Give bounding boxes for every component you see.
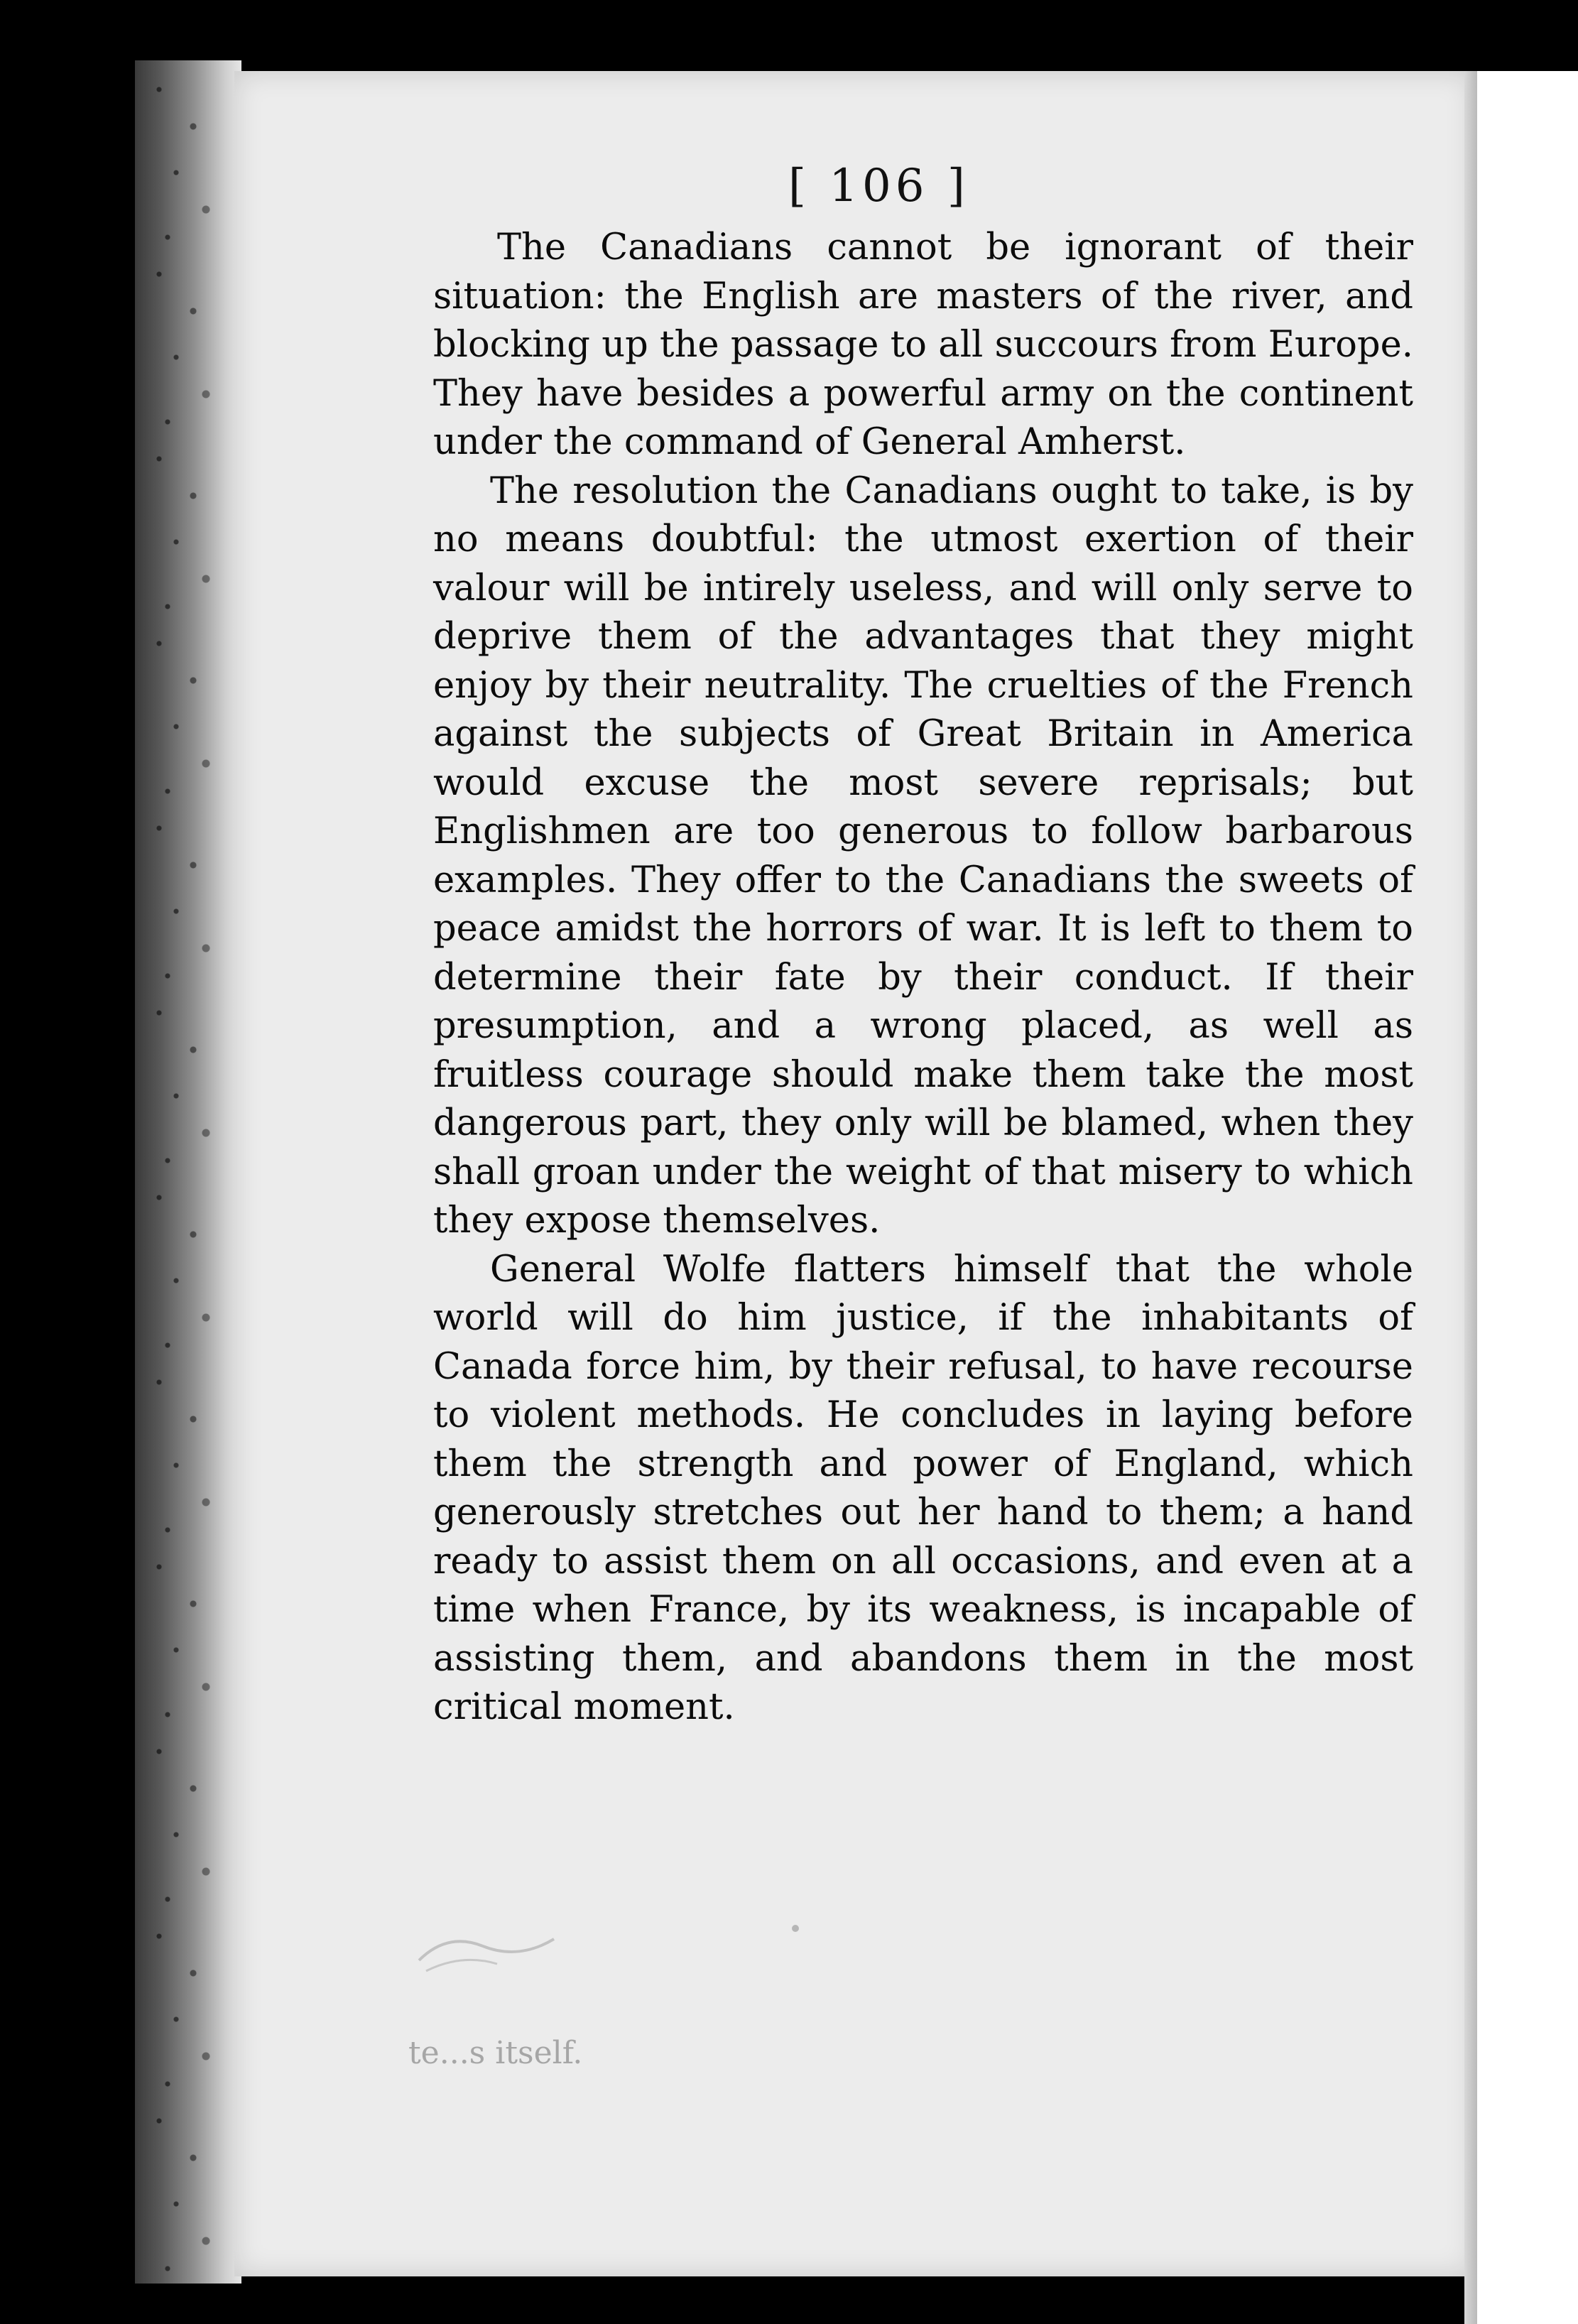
- bleed-through-marks: [398, 1847, 895, 1989]
- bleed-through-text: te...s itself.: [408, 2035, 583, 2071]
- body-text: [433, 224, 1413, 1732]
- page-number-header: [ 106 ]: [788, 160, 969, 212]
- paragraph-2: The resolution the Canadians ought to take, is by no means doubtful: the utmost exertion of their valour will be intirely useless, and will only serve to deprive them of the advantages that they might enjoy by their neutrality. The cruelties of the French against the subjects of Great Britain in America would excuse the most severe reprisals; but Englishmen are too generous to follow barbarous examples. They offer to the Canadians the sweets of peace amidst the horrors of war. It is left to them to determine their fate by their conduct. If their presumption, and a wrong placed, as well as fruitless courage should make them take the most dangerous part, they only will be blamed, when they shall groan under the weight of that misery to which they expose themselves.: [433, 469, 1413, 1242]
- paragraph-3: General Wolfe flatters himself that the whole world will do him justice, if the inhabitants of Canada force him, by their refusal, to have recourse to violent methods. He concludes in laying before them the strength and power of England, which generously stretches out her hand to them; a hand ready to assist them on all occasions, and even at a time when France, by its weakness, is incapable of assisting them, and abandons them in the most critical moment.: [433, 1248, 1413, 1728]
- paragraph-1: The Canadians cannot be ignorant of their situation: the English are masters of the river, and blocking up the passage to all succours from Europe. They have besides a powerful army on the continent under the command of General Amherst.: [433, 227, 1413, 463]
- right-margin-panel: [1477, 71, 1578, 2324]
- spine-speckles: [142, 71, 227, 2273]
- page-edge: [1464, 71, 1477, 2324]
